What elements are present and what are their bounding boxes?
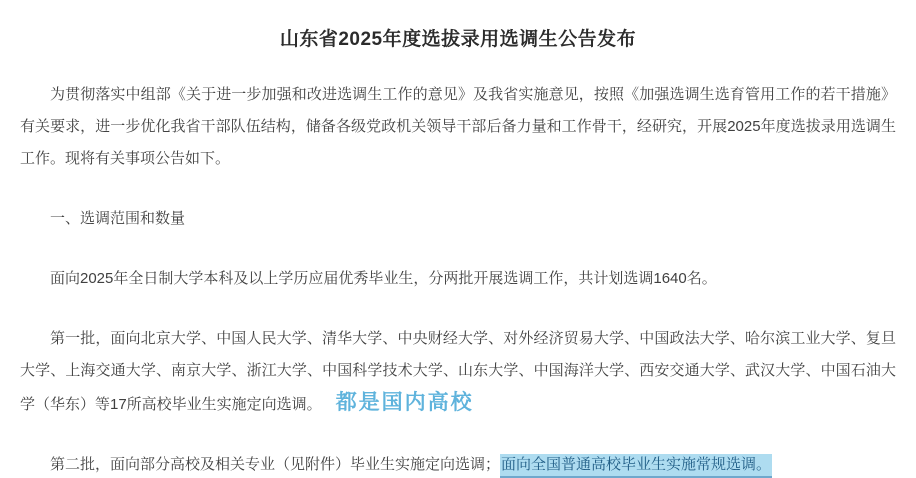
- document-title: 山东省2025年度选拔录用选调生公告发布: [279, 29, 637, 50]
- batch1-paragraph: [20, 323, 896, 421]
- section1-heading: 一、选调范围和数量: [50, 210, 186, 227]
- intro-paragraph: 为贯彻落实中组部《关于进一步加强和改进选调生工作的意见》及我省实施意见，按照《加强选调生选育管用工作的若干措施》有关要求，进一步优化我省干部队伍结构，储备各级党政机关领导干部后备力量和工作骨干，经研究，开展2025年度选拔录用选调生工作。现将有关事项公告如下。: [20, 86, 896, 167]
- batch2-text: 第二批，面向部分高校及相关专业（见附件）毕业生实施定向选调；: [50, 456, 501, 473]
- batch1-text: 第一批，面向北京大学、中国人民大学、清华大学、中央财经大学、对外经济贸易大学、中国政法大学、哈尔滨工业大学、复旦大学、上海交通大学、南京大学、浙江大学、中国科学技术大学、山东大学、中国海洋大学、西安交通大学、武汉大学、中国石油大学（华东）等17所高校毕业生实施定向选调。: [20, 330, 896, 413]
- batch2-highlighted-text: 面向全国普通高校毕业生实施常规选调。: [500, 454, 772, 478]
- batch1-blue-annotation: 都是国内高校: [335, 391, 474, 414]
- scope-paragraph: 面向2025年全日制大学本科及以上学历应届优秀毕业生，分两批开展选调工作，共计划选调1640名。: [50, 270, 717, 287]
- batch2-paragraph: [20, 449, 896, 478]
